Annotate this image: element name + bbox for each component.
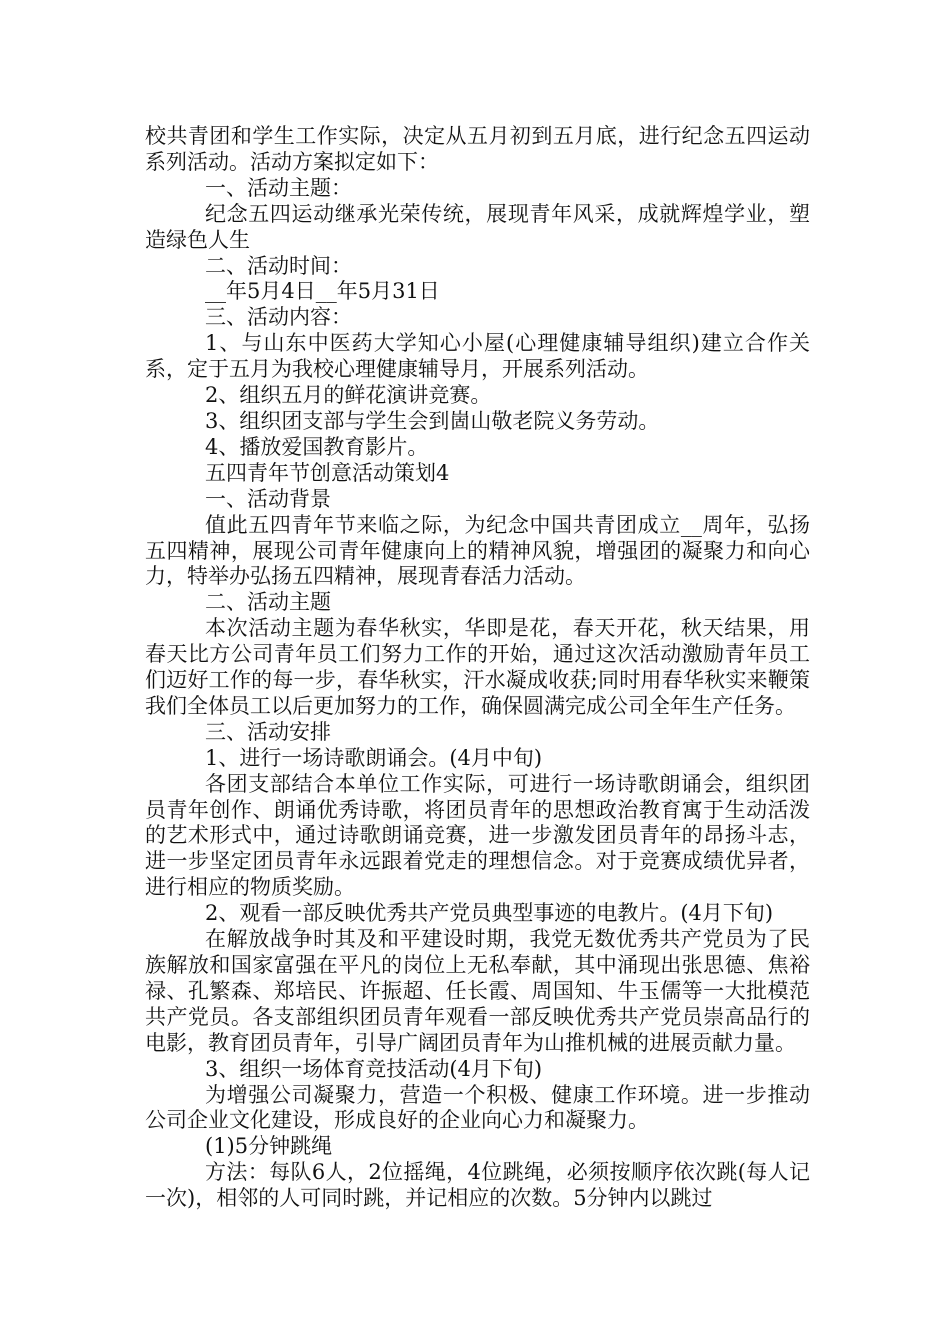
list-item: 1、进行一场诗歌朗诵会。(4月中旬) (205, 745, 543, 770)
section-heading: 三、活动安排 (205, 719, 331, 744)
paragraph: 为增强公司凝聚力，营造一个积极、健康工作环境。进一步推动公司企业文化建设，形成良好的企业向心力和凝聚力。 (145, 1082, 810, 1133)
paragraph: 各团支部结合本单位工作实际，可进行一场诗歌朗诵会，组织团员青年创作、朗诵优秀诗歌，将团员青年的思想政治教育寓于生动活泼的艺术形式中，通过诗歌朗诵竞赛，进一步激发团员青年的昂扬斗志，进一步坚定团员青年永远跟着党走的理想信念。对于竞赛成绩优异者，进行相应的物质奖励。 (145, 771, 810, 900)
paragraph: __年5月4日__年5月31日 (205, 279, 440, 304)
paragraph: 方法：每队6人，2位摇绳，4位跳绳，必须按顺序依次跳(每人记一次)，相邻的人可同时跳，并记相应的次数。5分钟内以跳过 (145, 1160, 810, 1211)
list-item: (1)5分钟跳绳 (205, 1134, 333, 1159)
document-body (145, 124, 810, 1212)
paragraph: 纪念五四运动继承光荣传统，展现青年风采，成就辉煌学业，塑造绿色人生 (145, 201, 810, 252)
list-item: 2、组织五月的鲜花演讲竞赛。 (205, 383, 492, 408)
paragraph: 在解放战争时其及和平建设时期，我党无数优秀共产党员为了民族解放和国家富强在平凡的岗位上无私奉献，其中涌现出张思德、焦裕禄、孔繁森、郑培民、许振超、任长霞、周国知、牛玉儒等一大批模范共产党员。各支部组织团员青年观看一部反映优秀共产党员崇高品行的电影，教育团员青年，引导广阔团员青年为山推机械的进展贡献力量。 (145, 927, 810, 1055)
paragraph: 值此五四青年节来临之际，为纪念中国共青团成立__周年，弘扬五四精神，展现公司青年健康向上的精神风貌，增强团的凝聚力和向心力，特举办弘扬五四精神，展现青春活力活动。 (145, 512, 810, 589)
list-item: 3、组织团支部与学生会到崮山敬老院义务劳动。 (205, 408, 660, 433)
paragraph: 本次活动主题为春华秋实，华即是花，春天开花，秋天结果，用春天比方公司青年员工们努力工作的开始，通过这次活动激励青年员工们迈好工作的每一步，春华秋实，汗水凝成收获;同时用春华秋实来鞭策我们全体员工以后更加努力的工作，确保圆满完成公司全年生产任务。 (145, 616, 810, 718)
list-item: 3、组织一场体育竞技活动(4月下旬) (205, 1056, 543, 1081)
document-subtitle: 五四青年节创意活动策划4 (205, 460, 450, 485)
section-heading: 二、活动时间： (205, 253, 352, 278)
section-heading: 二、活动主题 (205, 590, 331, 615)
section-heading: 三、活动内容： (205, 305, 352, 330)
paragraph: 校共青团和学生工作实际，决定从五月初到五月底，进行纪念五四运动系列活动。活动方案拟定如下： (145, 124, 810, 174)
list-item: 2、观看一部反映优秀共产党员典型事迹的电教片。(4月下旬) (205, 901, 774, 926)
list-item: 4、播放爱国教育影片。 (205, 434, 429, 459)
list-item: 1、与山东中医药大学知心小屋(心理健康辅导组织)建立合作关系，定于五月为我校心理健康辅导月，开展系列活动。 (145, 331, 810, 382)
section-heading: 一、活动背景 (205, 486, 331, 511)
section-heading: 一、活动主题： (205, 175, 352, 200)
